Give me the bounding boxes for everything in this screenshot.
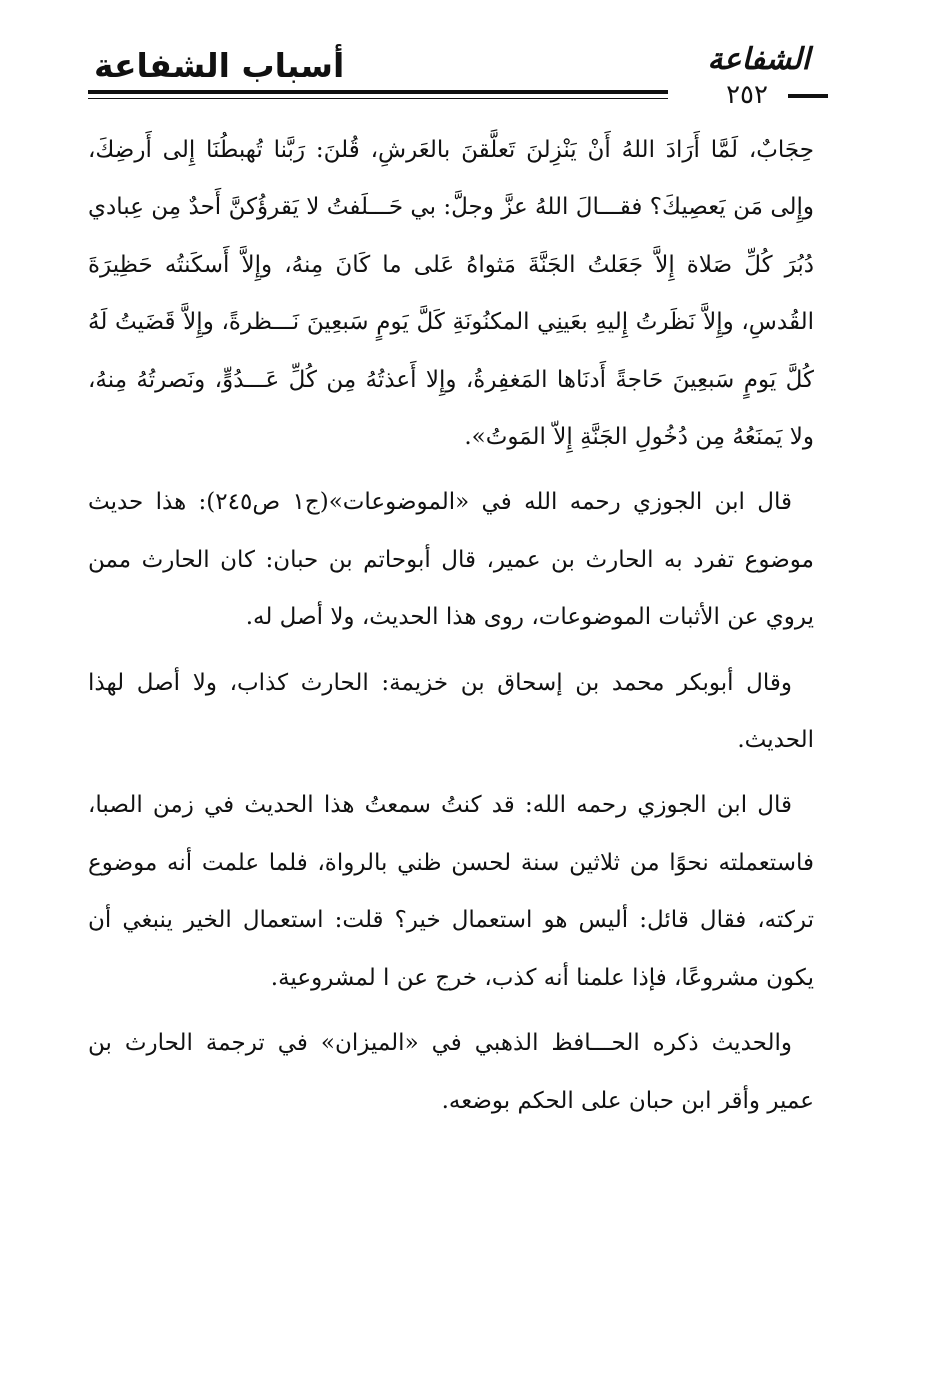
paragraph-ibn-aljawzi-account: قال ابن الجوزي رحمه الله: قد كنتُ سمعتُ هذا الحديث في زمن الصبا، فاستعملته نحوًا من ثلاثين سنة لحسن ظني بالرواة، فلما علمت أنه موضوع تركته، فقال قائل: أليس هو استعمال خير؟ قلت: استعمال الخير ينبغي أن يكون مشروعًا، فإذا علمنا أنه كذب، خرج عن ا لمشروعية. <box>88 792 814 991</box>
book-logo: الشفاعة <box>707 42 810 77</box>
paragraph-hadith-text: حِجَابٌ، لَمَّا أَرَادَ اللهُ أَنْ يَنْزِلنَ تَعلَّقنَ بالعَرشِ، قُلنَ: رَبَّنا تُهبطُنَا إِلى أَرضِكَ، وإِلى مَن يَعصِيكَ؟ فقـــالَ اللهُ عزَّ وجلَّ: بي حَـــلَفتُ لا يَقرؤُكنَّ أَحدٌ مِن عِبادي دُبُرَ كُلِّ صَلاة إِلاَّ جَعَلتُ الجَنَّةَ مَثواهُ عَلى ما كَانَ مِنهُ، وإِلاَّ أَسكَنتُه حَظِيرَةَ القُدسِ، وإِلاَّ نَظَرتُ إِليهِ بعَينِي المكنُونَةِ كَلَّ يَومٍ سَبعِينَ نَـــظرةً، وإِلاَّ قَضَيتُ لَهُ كُلَّ يَومٍ سَبعِينَ حَاجةً أَدنَاها المَغفِرةُ، وإِلا أَعذتُهُ مِن كُلِّ عَـــدُوٍّ، ونَصرتُهُ مِنهُ، ولا يَمنَعُهُ مِن دُخُولِ الجَنَّةِ إِلاّ المَوتُ». <box>88 137 814 451</box>
header-rule <box>88 90 668 94</box>
running-title: أسباب الشفاعة <box>94 46 345 85</box>
paragraph-dhahabi: والحديث ذكره الحـــافظ الذهبي في «الميزان» في ترجمة الحارث بن عمير وأقر ابن حبان على الحكم بوضعه. <box>88 1030 814 1114</box>
paragraph-ibn-khuzaymah: وقال أبوبكر محمد بن إسحاق بن خزيمة: الحارث كذاب، ولا أصل لهذا الحديث. <box>88 669 814 754</box>
page-number: ٢٥٢ <box>726 80 768 110</box>
header-rule-right <box>788 94 828 98</box>
header-rule-thin <box>88 98 668 99</box>
body-text <box>88 122 814 1130</box>
paragraph-ibn-aljawzi-ruling: قال ابن الجوزي رحمه الله في «الموضوعات»(ج١ ص٢٤٥): هذا حديث موضوع تفرد به الحارث بن عمير، قال أبوحاتم بن حبان: كان الحارث ممن يروي عن الأثبات الموضوعات، روى هذا الحديث، ولا أصل له. <box>88 489 814 631</box>
page-header <box>88 38 828 118</box>
